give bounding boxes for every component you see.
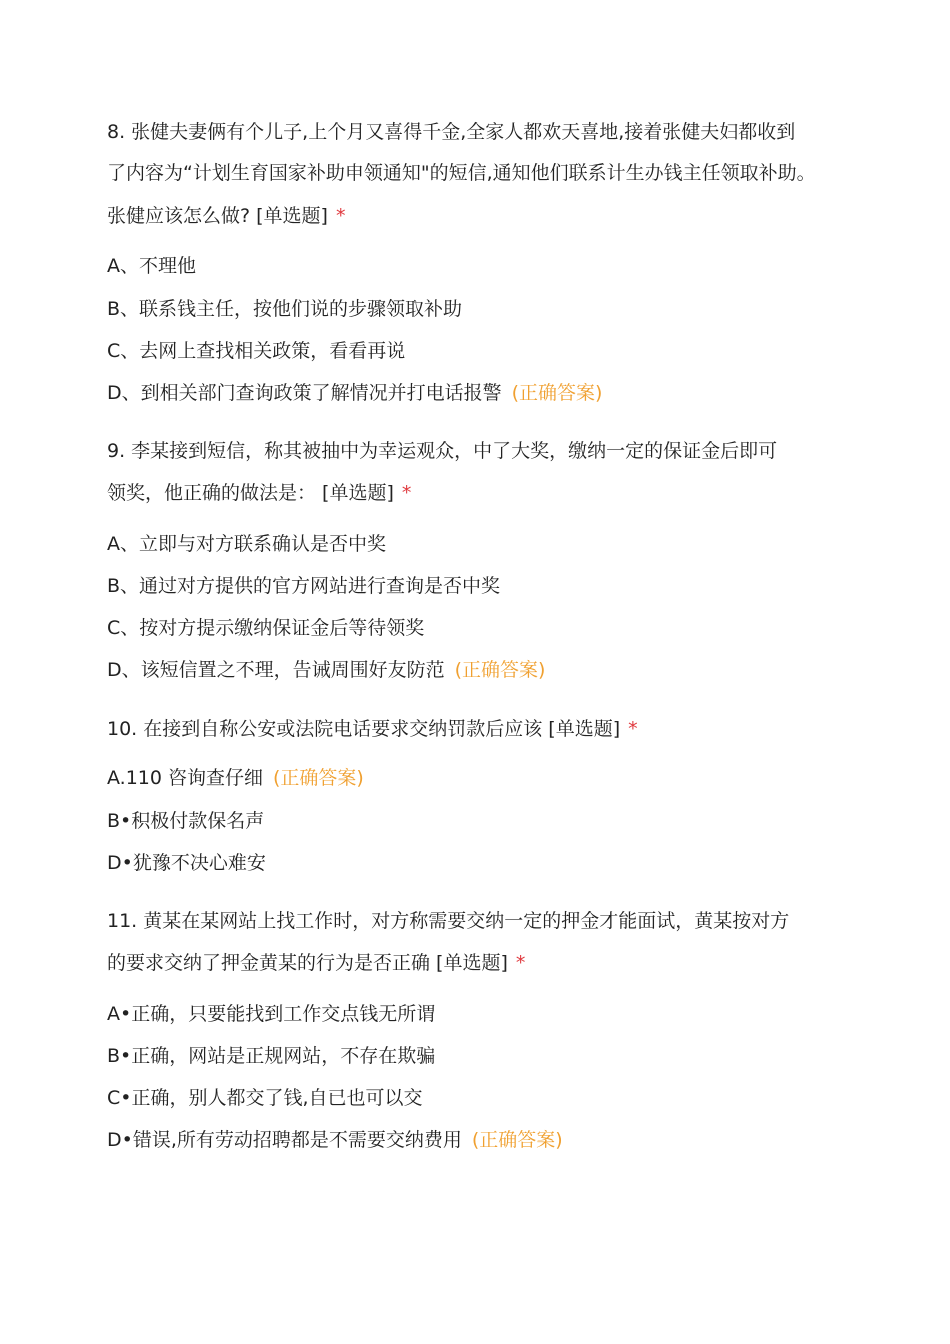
required-marker: *: [515, 952, 526, 974]
required-marker: *: [401, 482, 412, 504]
option-11d-text: D•错误,所有劳动招聘都是不需要交纳费用: [107, 1129, 462, 1151]
option-8d: [107, 380, 602, 406]
question-8-stem-line-3: [107, 203, 345, 229]
option-11a: A•正确，只要能找到工作交点钱无所谓: [107, 1003, 436, 1025]
option-8c: C、去网上查找相关政策，看看再说: [107, 340, 406, 362]
option-10a-text: A.110 咨询查仔细: [107, 767, 264, 789]
option-10d: D•犹豫不决心难安: [107, 852, 266, 874]
option-8b: B、联系钱主任，按他们说的步骤领取补助: [107, 298, 463, 320]
option-9d-text: D、该短信置之不理，告诫周围好友防范: [107, 659, 445, 681]
option-8a: A、不理他: [107, 255, 196, 277]
required-marker: *: [335, 205, 346, 227]
correct-answer-tag: (正确答案): [273, 767, 364, 789]
option-10a: [107, 765, 364, 791]
option-9a: A、立即与对方联系确认是否中奖: [107, 533, 386, 555]
option-9c: C、按对方提示缴纳保证金后等待领奖: [107, 617, 425, 639]
question-9-stem-text: 领奖，他正确的做法是： [单选题]: [107, 482, 394, 504]
option-8d-text: D、到相关部门查询政策了解情况并打电话报警: [107, 382, 502, 404]
question-11-stem-line-2: [107, 950, 525, 976]
correct-answer-tag: (正确答案): [511, 382, 603, 404]
option-11c: C•正确，别人都交了钱,自已也可以交: [107, 1087, 423, 1109]
correct-answer-tag: (正确答案): [454, 659, 546, 681]
question-8-stem-line-1: 8. 张健夫妻俩有个儿子,上个月又喜得千金,全家人都欢天喜地,接着张健夫妇都收到: [107, 121, 796, 143]
question-11-stem-text: 的要求交纳了押金黄某的行为是否正确 [单选题]: [107, 952, 508, 974]
question-8-stem-line-2: 了内容为“计划生育国家补助申领通知"的短信,通知他们联系计生办钱主任领取补助。: [107, 162, 816, 184]
question-11-stem-line-1: 11. 黄某在某网站上找工作时，对方称需要交纳一定的押金才能面试，黄某按对方: [107, 910, 790, 932]
question-9-stem-line-2: [107, 480, 411, 506]
correct-answer-tag: (正确答案): [471, 1129, 563, 1151]
option-10b: B•积极付款保名声: [107, 810, 265, 832]
question-10-stem-text: 10. 在接到自称公安或法院电话要求交纳罚款后应该 [单选题]: [107, 718, 621, 740]
question-9-stem-line-1: 9. 李某接到短信，称其被抽中为幸运观众，中了大奖，缴纳一定的保证金后即可: [107, 440, 778, 462]
option-9d: [107, 657, 545, 683]
option-9b: B、通过对方提供的官方网站进行查询是否中奖: [107, 575, 501, 597]
question-10-stem-line-1: [107, 716, 638, 742]
option-11d: [107, 1127, 563, 1153]
required-marker: *: [628, 718, 638, 740]
option-11b: B•正确，网站是正规网站，不存在欺骗: [107, 1045, 436, 1067]
question-8-stem-text: 张健应该怎么做? [单选题]: [107, 205, 328, 227]
